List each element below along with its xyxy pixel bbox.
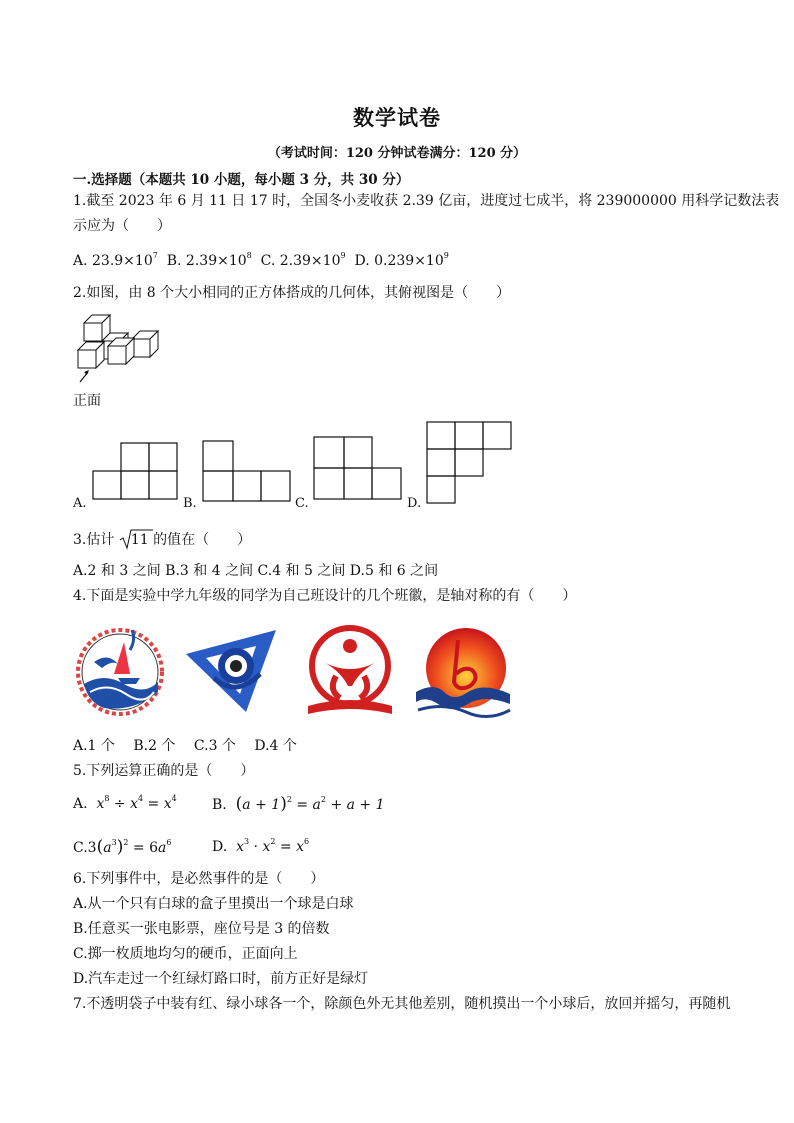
page-title: 数学试卷	[353, 105, 441, 130]
q6-option-c: C.掷一枚质地均匀的硬币，正面向上	[73, 946, 298, 962]
q2-option-c-grid	[313, 436, 403, 500]
q6-option-b: B.任意买一张电影票，座位号是 3 的倍数	[73, 921, 330, 937]
q7-text: 7.不透明袋子中装有红、绿小球各一个，除颜色外无其他差别，随机摸出一个小球后，放回并摇匀，再随机	[73, 996, 731, 1012]
q2-option-a-grid	[92, 442, 180, 500]
q1-text-line1: 1.截至 2023 年 6 月 11 日 17 时，全国冬小麦收获 2.39 亿亩，进度过七成半，将 239000000 用科学记数法表	[73, 193, 780, 209]
q2-option-b-grid	[202, 440, 292, 502]
cube-stack-figure	[74, 308, 174, 384]
q1-option-d: D. $0.239\times 10^9$	[354, 251, 449, 269]
q3-text: 3.估计 11 的值在（ ）	[73, 531, 251, 549]
q6-text: 6.下列事件中，是必然事件的是（ ）	[73, 871, 325, 887]
q2-option-d-label: D.	[407, 496, 422, 511]
emblem-figure-book	[300, 624, 400, 718]
q4-text: 4.下面是实验中学九年级的同学为自己班设计的几个班徽，是轴对称的有（ ）	[73, 588, 577, 604]
front-view-label: 正面	[73, 393, 101, 409]
q2-option-c-label: C.	[295, 496, 309, 511]
section-heading: 一.选择题（本题共 10 小题，每小题 3 分，共 30 分）	[73, 172, 410, 188]
q2-text: 2.如图，由 8 个大小相同的正方体搭成的几何体，其俯视图是（ ）	[73, 285, 511, 301]
q1-option-c: C. $2.39\times 10^9$	[260, 251, 346, 269]
q1-text-line2: 示应为（ ）	[73, 218, 171, 234]
emblem-triangle-eye	[184, 628, 280, 714]
q3-options: A.2 和 3 之间 B.3 和 4 之间 C.4 和 5 之间 D.5 和 6 之间	[73, 563, 439, 579]
q1-option-b: B. $2.39\times 10^8$	[166, 251, 252, 269]
q5-option-b: B. $(a + 1)^2 = a^2 + a + 1$	[212, 794, 385, 814]
emblem-seagull-boat	[74, 622, 166, 718]
q5-option-a: A. $x^8 \div x^4 = x^4$	[73, 794, 177, 812]
q6-option-d: D.汽车走过一个红绿灯路口时，前方正好是绿灯	[73, 971, 369, 987]
q2-option-b-label: B.	[183, 496, 197, 511]
q5-option-c: $C.3(a^3)^2 = 6a^6$	[73, 837, 172, 857]
emblem-sunset-letter	[414, 626, 512, 720]
q4-options: A.1 个 B.2 个 C.3 个 D.4 个	[73, 738, 297, 754]
q1-option-a: A. $23.9\times 10^7$	[73, 251, 158, 269]
radical-sign-icon	[119, 528, 153, 550]
q5-option-d: D. $x^3 \cdot x^2 = x^6$	[212, 837, 310, 855]
sqrt-expression: 11	[119, 531, 149, 549]
q2-option-a-label: A.	[73, 496, 87, 511]
q1-options	[73, 252, 449, 270]
q5-text: 5.下列运算正确的是（ ）	[73, 763, 255, 779]
q6-option-a: A.从一个只有白球的盒子里摸出一个球是白球	[73, 896, 354, 912]
q2-option-d-grid	[426, 421, 514, 505]
exam-info: （考试时间：120 分钟试卷满分：120 分）	[267, 146, 527, 161]
